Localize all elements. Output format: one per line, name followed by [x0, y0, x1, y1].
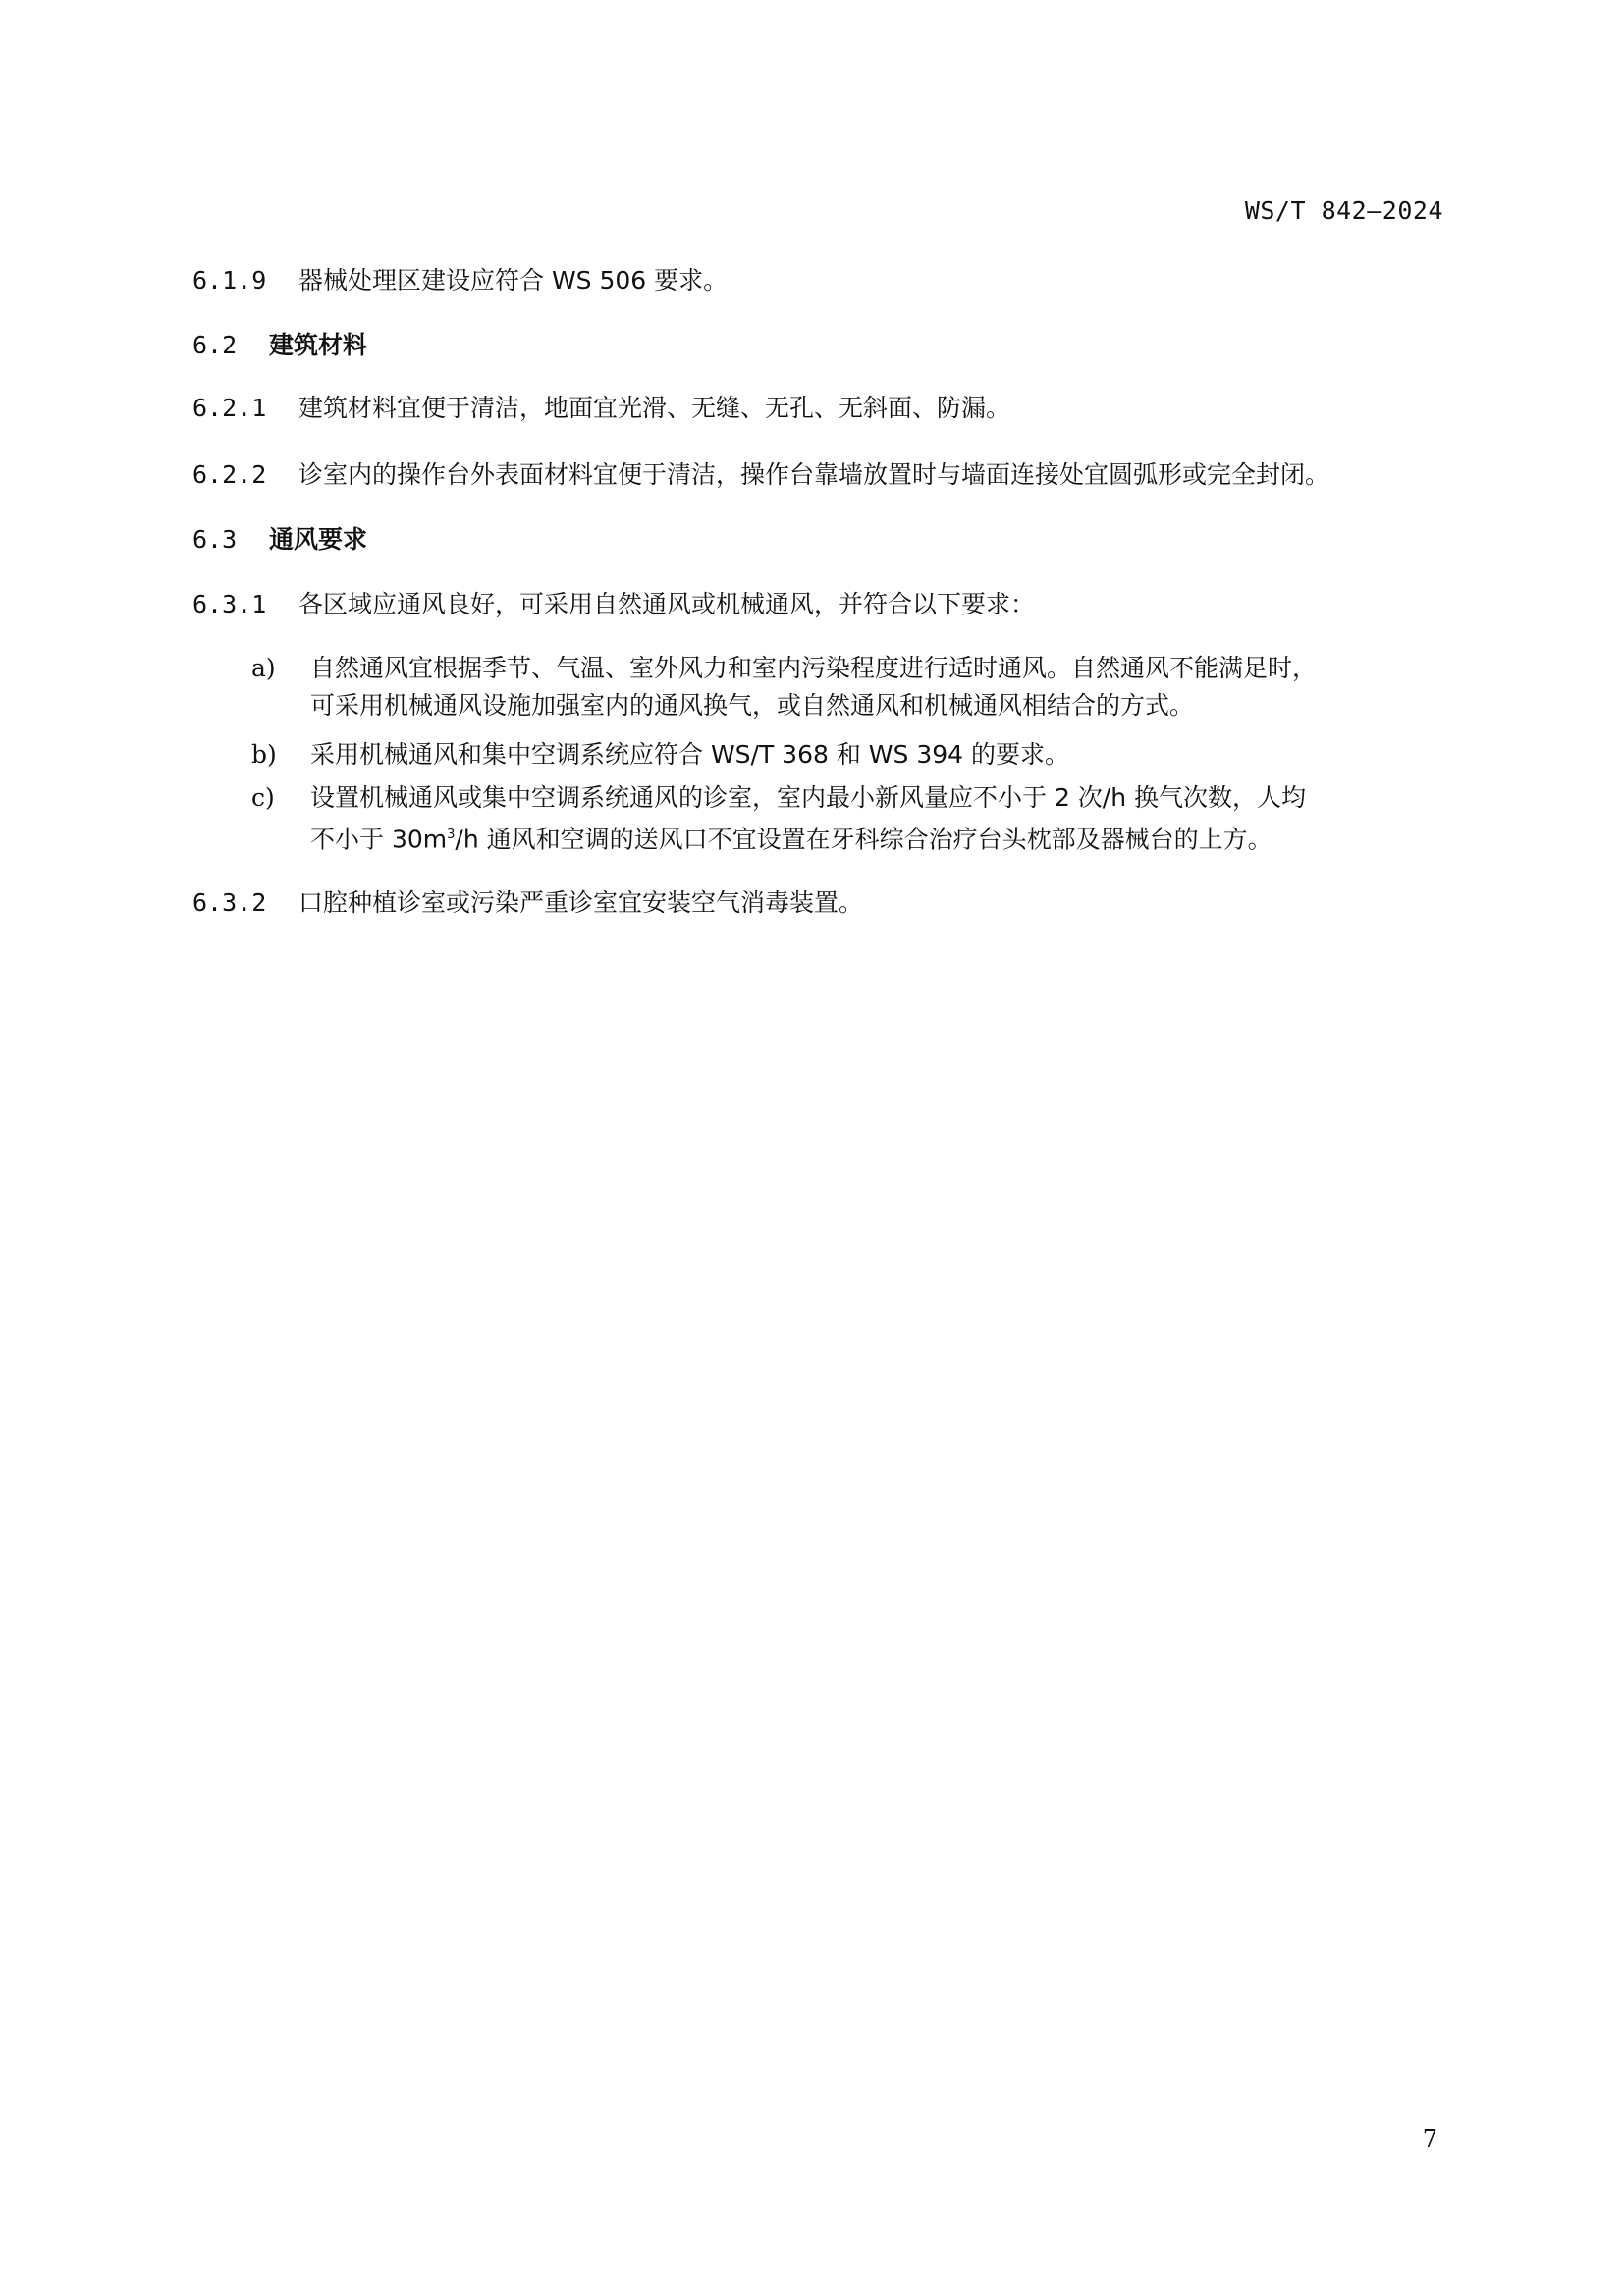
list-item-a	[251, 650, 1489, 724]
clause-6-3-1	[192, 587, 1489, 622]
clause-text: 口腔种植诊室或污染严重诊室宜安装空气消毒装置。	[298, 888, 864, 917]
list-item-letter: c)	[251, 783, 275, 812]
clause-number: 6.2.2	[192, 460, 267, 489]
list-item-text: 不小于 30m	[310, 825, 448, 854]
section-number: 6.2	[192, 331, 238, 359]
section-title: 建筑材料	[269, 331, 368, 359]
section-number: 6.3	[192, 525, 238, 554]
list-item-letter: a)	[251, 654, 276, 682]
clause-text: 诊室内的操作台外表面材料宜便于清洁，操作台靠墙放置时与墙面连接处宜圆弧形或完全封闭。	[298, 460, 1330, 489]
section-title: 通风要求	[269, 525, 368, 554]
clause-number: 6.3.1	[192, 590, 267, 618]
list-item-line: 设置机械通风或集中空调系统通风的诊室，室内最小新风量应不小于 2 次/h 换气次数，人均	[310, 783, 1307, 812]
clause-text: 建筑材料宜便于清洁，地面宜光滑、无缝、无孔、无斜面、防漏。	[298, 394, 1011, 422]
list-item-c	[251, 779, 1489, 858]
page-number: 7	[1422, 2125, 1437, 2153]
superscript: 3	[447, 828, 456, 842]
list-item-line	[251, 817, 1489, 858]
list-item-line: 可采用机械通风设施加强室内的通风换气，或自然通风和机械通风相结合的方式。	[310, 691, 1195, 720]
clause-6-2-2	[192, 457, 1489, 493]
clause-text: 器械处理区建设应符合 WS 506 要求。	[298, 266, 729, 294]
list-item-letter: b)	[251, 740, 277, 769]
list-item-line: 自然通风宜根据季节、气温、室外风力和室内污染程度进行适时通风。自然通风不能满足时，	[310, 654, 1318, 682]
list-item-text: /h 通风和空调的送风口不宜设置在牙科综合治疗台头枕部及器械台的上方。	[455, 825, 1272, 854]
clause-6-3-2	[192, 885, 1489, 921]
list-item-line: 采用机械通风和集中空调系统应符合 WS/T 368 和 WS 394 的要求。	[310, 740, 1069, 769]
standard-code: WS/T 842—2024	[1244, 196, 1443, 225]
section-heading-6-2	[192, 328, 1489, 363]
list-item-b	[251, 736, 1489, 774]
clause-number: 6.1.9	[192, 266, 267, 294]
clause-6-1-9	[192, 263, 1489, 298]
section-heading-6-3	[192, 522, 1489, 558]
clause-text: 各区域应通风良好，可采用自然通风或机械通风，并符合以下要求：	[298, 590, 1036, 618]
clause-number: 6.2.1	[192, 394, 267, 422]
clause-number: 6.3.2	[192, 888, 267, 917]
clause-6-2-1	[192, 391, 1489, 426]
